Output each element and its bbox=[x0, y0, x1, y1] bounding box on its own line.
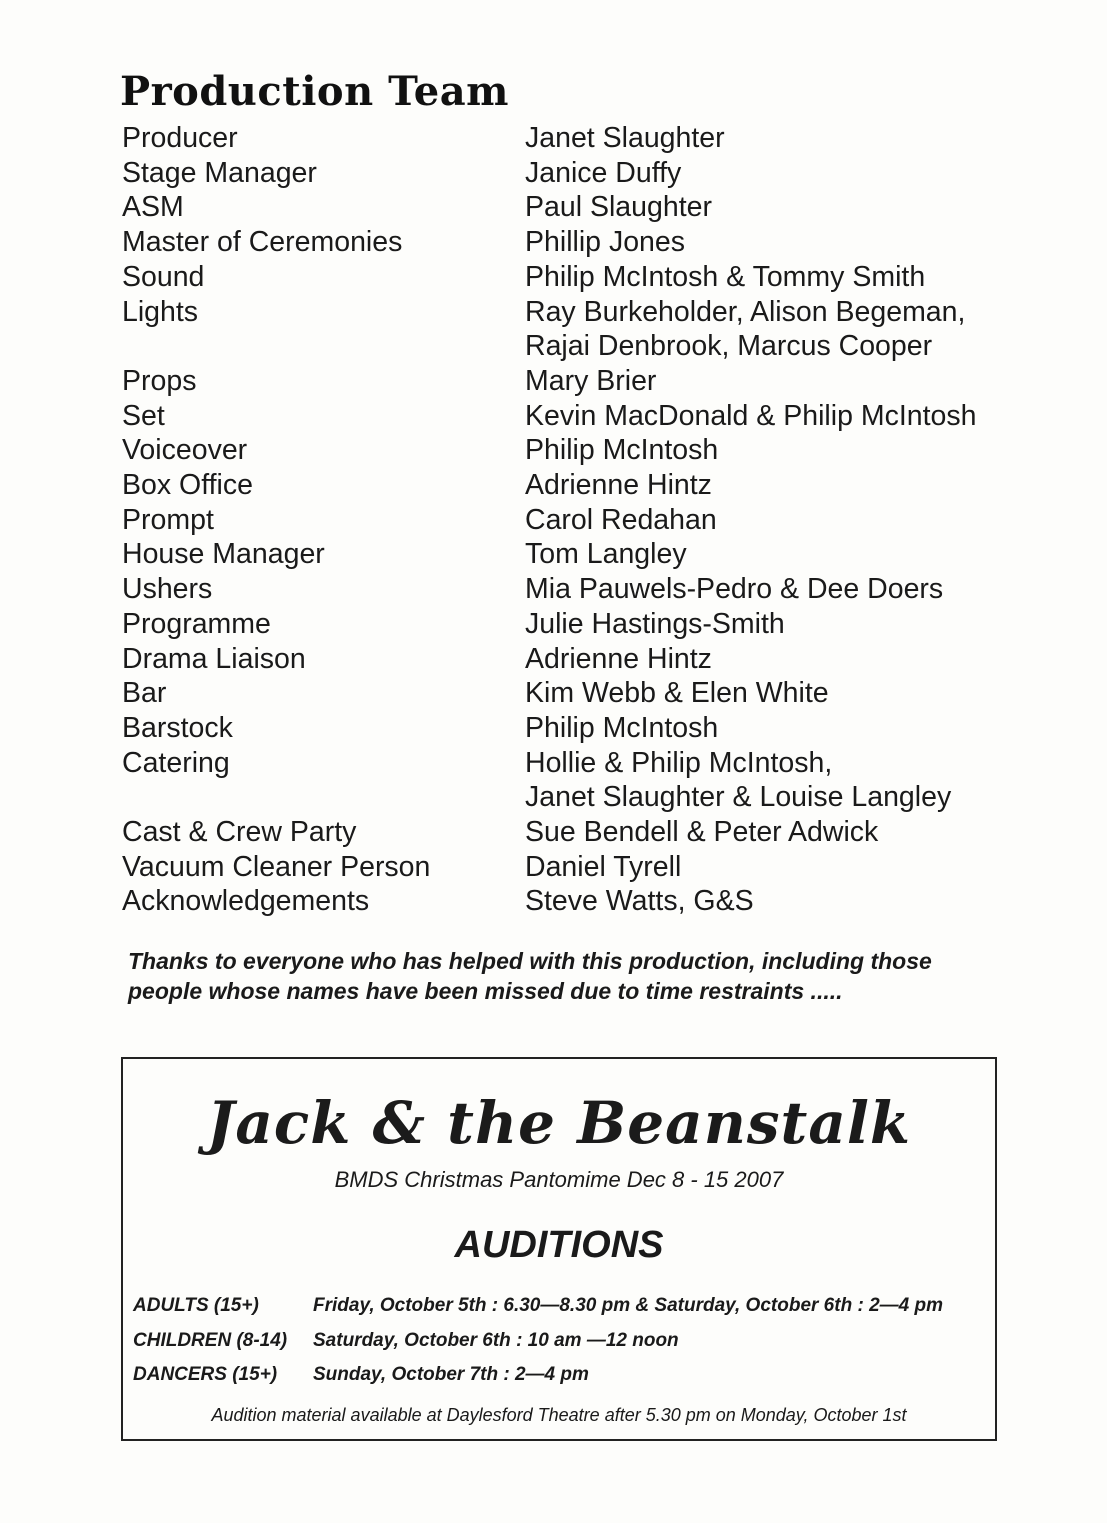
team-names: Janet Slaughter bbox=[525, 122, 725, 154]
thanks-line: people whose names have been missed due to time restraints ..... bbox=[128, 978, 843, 1004]
team-names: Kim Webb & Elen White bbox=[525, 677, 829, 710]
audition-session bbox=[133, 1324, 993, 1359]
team-row bbox=[122, 746, 1022, 781]
show-title: Jack & the Beanstalk bbox=[206, 1089, 912, 1157]
audition-footnote: Audition material available at Daylesford Theatre after 5.30 pm on Monday, October 1st bbox=[211, 1405, 907, 1425]
audition-time: Saturday, October 6th : 10 am —12 noon bbox=[313, 1329, 679, 1351]
team-row bbox=[122, 433, 1022, 468]
team-names: Phillip Jones bbox=[525, 226, 686, 259]
team-names: Kevin MacDonald & Philip McIntosh bbox=[525, 399, 977, 432]
team-names: Tom Langley bbox=[525, 538, 687, 571]
team-row bbox=[122, 537, 1022, 572]
team-row bbox=[122, 329, 1022, 364]
team-row bbox=[122, 364, 1022, 399]
audition-group: DANCERS (15+) bbox=[133, 1364, 278, 1385]
team-role: Stage Manager bbox=[122, 156, 317, 189]
audition-time: Friday, October 5th : 6.30—8.30 pm & Saturday, October 6th : 2—4 pm bbox=[313, 1295, 943, 1316]
team-row bbox=[122, 850, 1022, 885]
audition-session bbox=[133, 1289, 993, 1324]
team-names: Carol Redahan bbox=[525, 503, 717, 536]
team-role bbox=[122, 780, 525, 815]
team-role: Prompt bbox=[122, 503, 214, 536]
team-names: Hollie & Philip McIntosh, bbox=[525, 746, 833, 779]
audition-sessions bbox=[133, 1289, 993, 1393]
team-row bbox=[122, 815, 1022, 850]
audition-notice-box bbox=[121, 1057, 997, 1441]
team-row bbox=[122, 711, 1022, 746]
audition-time: Sunday, October 7th : 2—4 pm bbox=[313, 1364, 589, 1385]
team-row bbox=[122, 260, 1022, 295]
team-names: Mary Brier bbox=[525, 364, 657, 397]
team-role: Sound bbox=[122, 260, 205, 293]
show-subtitle: BMDS Christmas Pantomime Dec 8 - 15 2007 bbox=[334, 1167, 784, 1192]
team-names: Janice Duffy bbox=[525, 156, 682, 189]
team-role: Acknowledgements bbox=[122, 885, 370, 918]
team-names: Daniel Tyrell bbox=[525, 850, 682, 883]
team-role: Props bbox=[122, 364, 197, 397]
audition-session bbox=[133, 1358, 993, 1393]
team-row bbox=[122, 295, 1022, 330]
thanks-note bbox=[128, 946, 1028, 1006]
team-row bbox=[122, 503, 1022, 538]
team-role: Producer bbox=[122, 122, 238, 154]
page-title: Production Team bbox=[120, 68, 509, 115]
team-names: Janet Slaughter & Louise Langley bbox=[525, 781, 952, 814]
team-names: Adrienne Hintz bbox=[525, 642, 712, 675]
team-names: Steve Watts, G&S bbox=[525, 885, 754, 918]
audition-group: ADULTS (15+) bbox=[133, 1295, 259, 1316]
team-role: Ushers bbox=[122, 573, 213, 606]
team-role: Box Office bbox=[122, 469, 253, 502]
team-names: Rajai Denbrook, Marcus Cooper bbox=[525, 330, 933, 363]
audition-group: CHILDREN (8-14) bbox=[133, 1329, 288, 1351]
team-names: Sue Bendell & Peter Adwick bbox=[525, 816, 879, 849]
team-role: Set bbox=[122, 399, 165, 432]
team-role: Cast & Crew Party bbox=[122, 816, 357, 849]
team-role: Programme bbox=[122, 607, 271, 640]
team-names: Philip McIntosh bbox=[525, 434, 719, 467]
auditions-heading: AUDITIONS bbox=[454, 1224, 664, 1266]
team-row bbox=[122, 468, 1022, 503]
team-row bbox=[122, 190, 1022, 225]
team-row bbox=[122, 780, 1022, 815]
team-role: Lights bbox=[122, 295, 199, 328]
team-names: Julie Hastings-Smith bbox=[525, 607, 785, 640]
team-row bbox=[122, 225, 1022, 260]
team-names: Philip McIntosh bbox=[525, 711, 719, 744]
team-role: Vacuum Cleaner Person bbox=[122, 850, 431, 883]
team-names: Mia Pauwels-Pedro & Dee Doers bbox=[525, 573, 944, 606]
team-role: Master of Ceremonies bbox=[122, 226, 403, 259]
team-names: Ray Burkeholder, Alison Begeman, bbox=[525, 295, 966, 328]
team-row bbox=[122, 642, 1022, 677]
team-names: Philip McIntosh & Tommy Smith bbox=[525, 260, 926, 293]
thanks-line: Thanks to everyone who has helped with this production, including those bbox=[128, 948, 932, 974]
team-row bbox=[122, 676, 1022, 711]
team-role: Drama Liaison bbox=[122, 642, 306, 675]
team-role: ASM bbox=[122, 191, 184, 224]
team-row bbox=[122, 156, 1022, 191]
team-role: Catering bbox=[122, 746, 230, 779]
production-team-list bbox=[122, 121, 1022, 919]
team-row bbox=[122, 572, 1022, 607]
team-row bbox=[122, 121, 1022, 156]
team-row bbox=[122, 607, 1022, 642]
team-names: Paul Slaughter bbox=[525, 191, 712, 224]
team-names: Adrienne Hintz bbox=[525, 469, 712, 502]
team-row bbox=[122, 884, 1022, 919]
team-role: Bar bbox=[122, 677, 167, 710]
team-role: Barstock bbox=[122, 711, 233, 744]
team-role: House Manager bbox=[122, 538, 325, 571]
team-role: Voiceover bbox=[122, 434, 248, 467]
team-row bbox=[122, 399, 1022, 434]
team-role bbox=[122, 329, 525, 364]
